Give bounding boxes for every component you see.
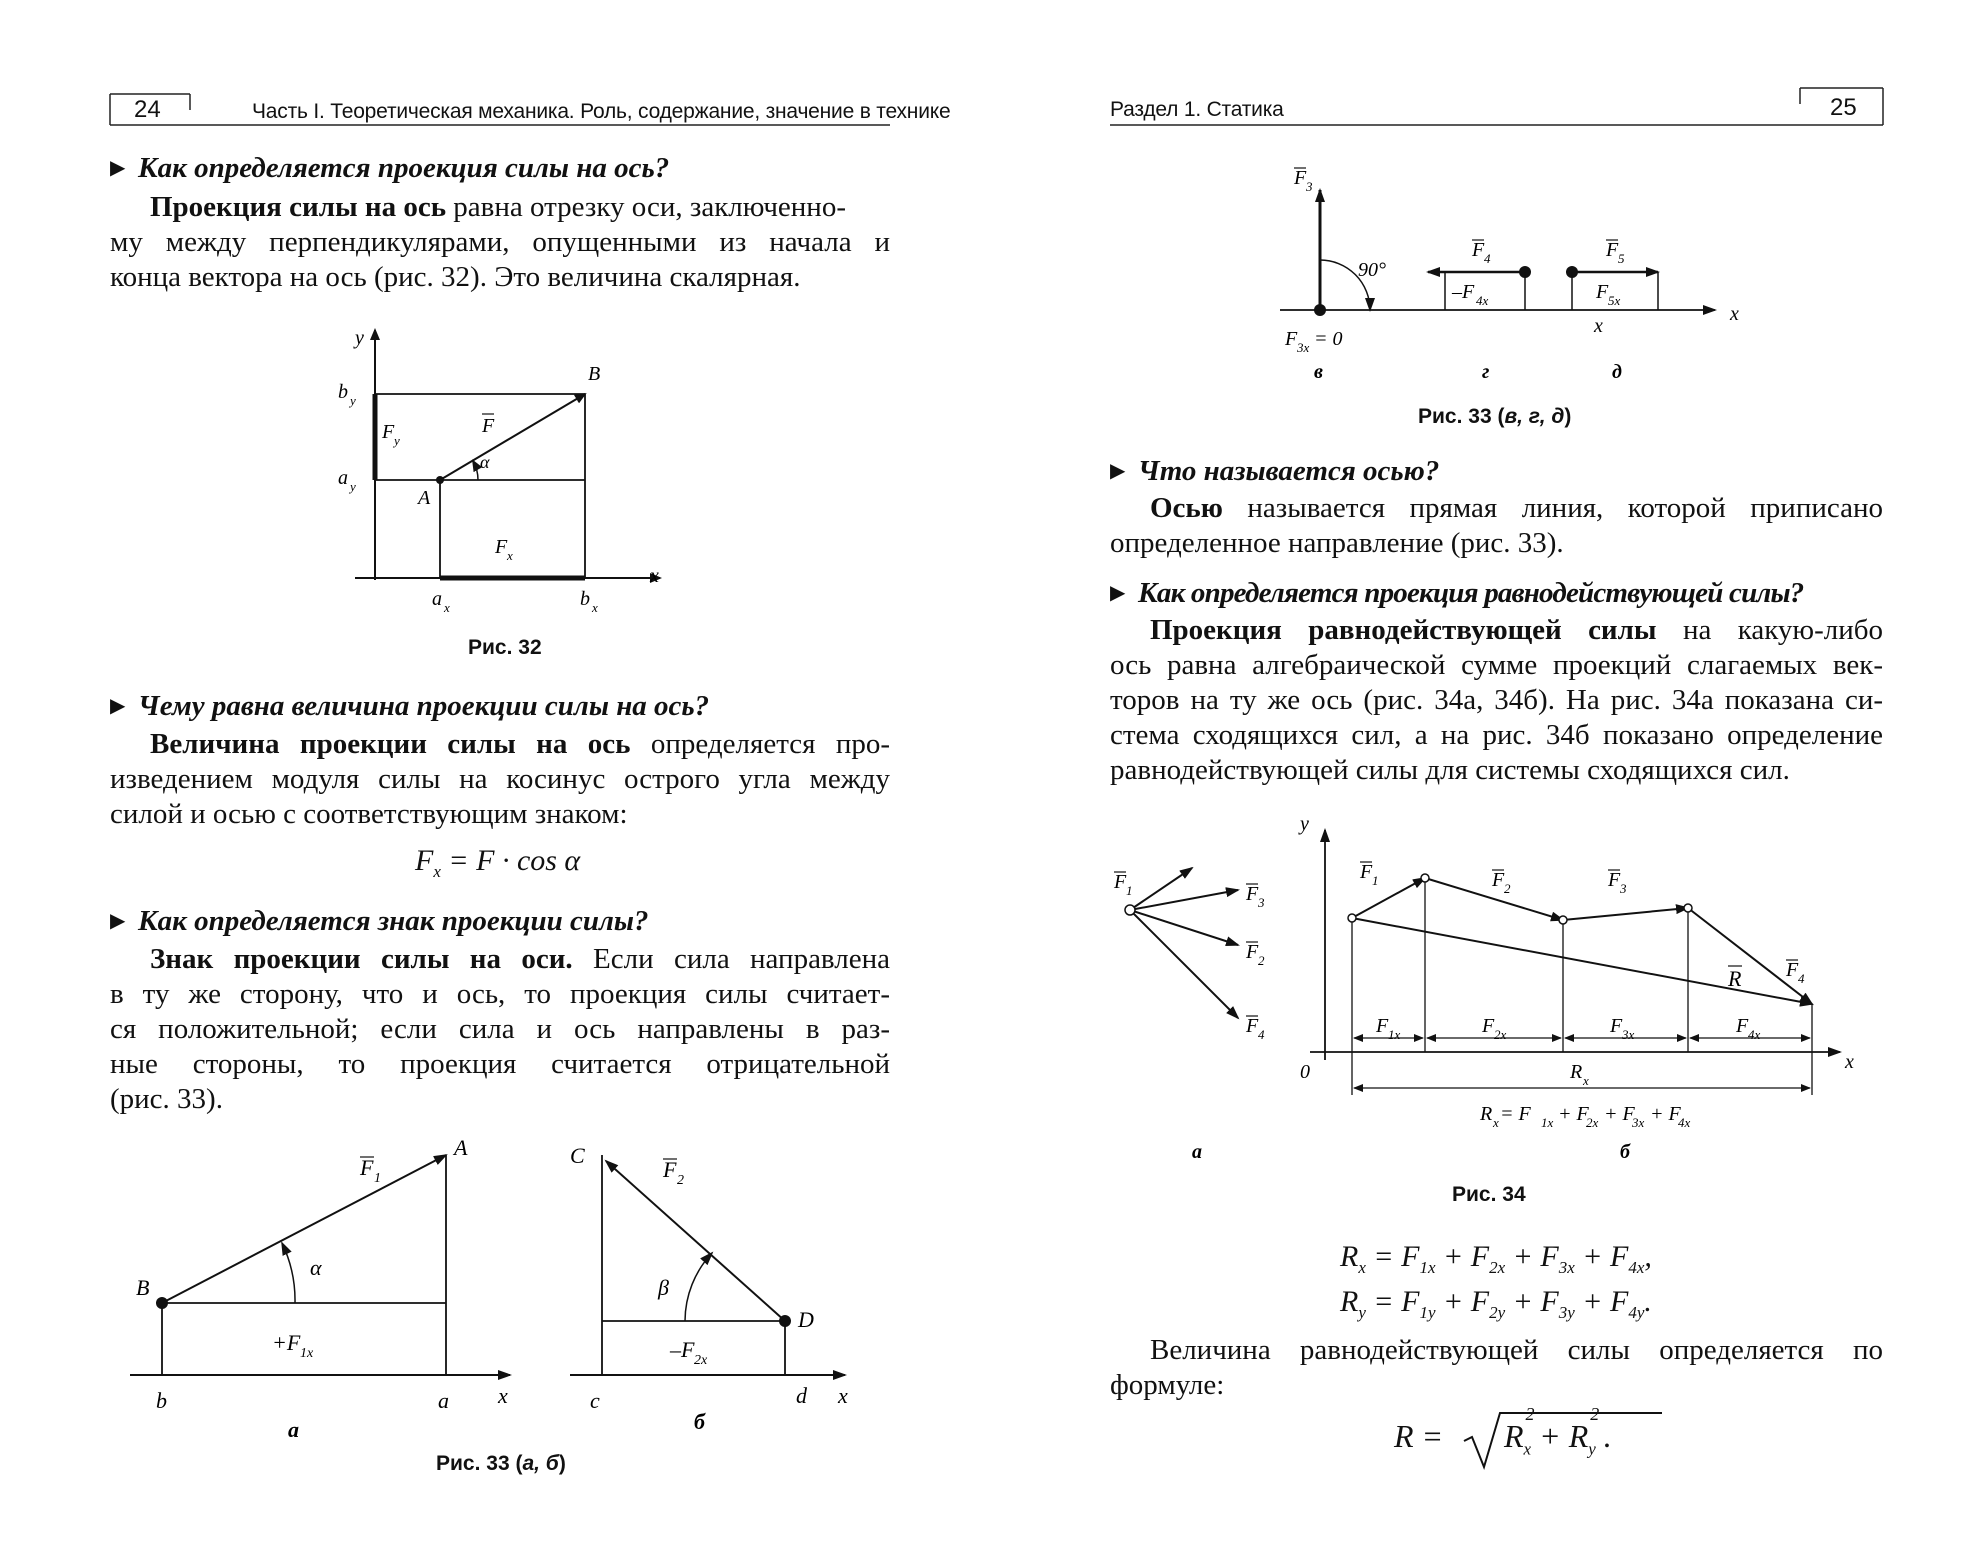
svg-text:x: x bbox=[838, 1383, 848, 1408]
svg-text:x: x bbox=[1594, 315, 1603, 337]
paragraph-projection: Проекция силы на ось равна отрезку оси, заключенно- му между перпендикулярами, опущенными из начала и конца вектора на ось (рис. 32). Это величина скалярная. bbox=[110, 191, 890, 293]
question-heading: ▶ Что называется осью? bbox=[1110, 455, 1440, 487]
svg-text:b: b bbox=[156, 1388, 167, 1413]
svg-text:F: F bbox=[663, 1157, 677, 1182]
svg-text:1x: 1x bbox=[300, 1346, 314, 1361]
svg-text:F: F bbox=[1294, 167, 1307, 189]
svg-text:2x: 2x bbox=[1586, 1115, 1599, 1130]
svg-text:4x: 4x bbox=[1476, 293, 1489, 308]
svg-text:5: 5 bbox=[1618, 251, 1625, 266]
svg-text:y: y bbox=[350, 479, 356, 494]
svg-text:F: F bbox=[1246, 1015, 1259, 1037]
label-fx: F bbox=[495, 536, 508, 558]
svg-text:90°: 90° bbox=[1358, 259, 1386, 281]
resultant-vector-r bbox=[1352, 918, 1812, 1004]
label-ay: a bbox=[338, 467, 348, 489]
svg-text:B: B bbox=[136, 1275, 150, 1300]
label-f: F bbox=[482, 415, 495, 437]
svg-text:y: y bbox=[1300, 813, 1309, 835]
svg-text:3x: 3x bbox=[1632, 1115, 1645, 1130]
svg-text:F: F bbox=[1606, 239, 1619, 261]
svg-text:д: д bbox=[1612, 361, 1622, 383]
figure-34-caption: Рис. 34 bbox=[1452, 1183, 1526, 1206]
formula-fx: $F_x = F \cdot \cos \alpha$ bbox=[415, 844, 581, 881]
svg-text:4: 4 bbox=[1798, 971, 1805, 986]
force-vector-f1 bbox=[162, 1155, 446, 1303]
force-vector-f bbox=[440, 394, 585, 480]
svg-text:1x: 1x bbox=[1388, 1027, 1401, 1042]
label-point-a: A bbox=[418, 487, 431, 509]
bullet-triangle-icon: ▶ bbox=[110, 695, 126, 717]
bullet-triangle-icon: ▶ bbox=[110, 157, 126, 179]
svg-text:2: 2 bbox=[1504, 881, 1511, 896]
svg-text:c: c bbox=[590, 1388, 600, 1413]
svg-text:x: x bbox=[1730, 303, 1739, 325]
svg-text:x: x bbox=[498, 1383, 508, 1408]
svg-text:F: F bbox=[1608, 869, 1621, 891]
svg-text:б: б bbox=[694, 1409, 705, 1434]
svg-text:4: 4 bbox=[1484, 251, 1491, 266]
svg-text:2x: 2x bbox=[694, 1353, 708, 1368]
svg-text:F: F bbox=[1596, 281, 1609, 303]
svg-text:а: а bbox=[1192, 1141, 1202, 1163]
formula-r-radicand: R 2 $_x$ + R 2 $_y$ . bbox=[1504, 1404, 1612, 1459]
svg-text:3: 3 bbox=[1306, 179, 1313, 194]
force-vector-f2 bbox=[606, 1161, 785, 1321]
figure-32-caption: Рис. 32 bbox=[468, 636, 542, 659]
figure-34b bbox=[1280, 810, 1880, 1180]
figure-32 bbox=[320, 320, 680, 620]
question-heading: ▶ Как определяется проекция равнодействующей силы? bbox=[1110, 577, 1804, 609]
bullet-triangle-icon: ▶ bbox=[110, 910, 126, 932]
bullet-triangle-icon: ▶ bbox=[1110, 460, 1126, 482]
svg-text:F: F bbox=[1246, 883, 1259, 905]
svg-text:2: 2 bbox=[677, 1173, 684, 1188]
svg-text:x: x bbox=[1845, 1051, 1854, 1073]
formula-ry: $R_y = F_{1y} + F_{2y} + F_{3y} + F_{4y}$. bbox=[1340, 1285, 1652, 1322]
svg-text:x: x bbox=[1583, 1073, 1589, 1088]
svg-text:x: x bbox=[592, 600, 598, 615]
svg-text:α: α bbox=[310, 1255, 322, 1280]
bullet-triangle-icon: ▶ bbox=[1110, 582, 1126, 604]
svg-text:d: d bbox=[796, 1383, 807, 1408]
svg-text:F: F bbox=[1736, 1015, 1749, 1037]
left-page bbox=[0, 0, 990, 1564]
figure-33vgd bbox=[1230, 160, 1790, 390]
label-x: x bbox=[650, 565, 659, 587]
question-heading: ▶ Как определяется проекция силы на ось? bbox=[110, 152, 670, 184]
page-number: 25 bbox=[1830, 94, 1857, 121]
label-by: b bbox=[338, 381, 348, 403]
svg-text:y: y bbox=[350, 393, 356, 408]
svg-text:–F: –F bbox=[670, 1337, 695, 1362]
svg-text:= 0: = 0 bbox=[1314, 328, 1343, 350]
question-heading: ▶ Чему равна величина проекции силы на ось? bbox=[110, 690, 710, 722]
svg-text:F: F bbox=[360, 1155, 374, 1180]
svg-text:F: F bbox=[1472, 239, 1485, 261]
svg-text:–F: –F bbox=[1452, 281, 1475, 303]
svg-text:1: 1 bbox=[1126, 883, 1133, 898]
figure-33b bbox=[560, 1125, 880, 1455]
right-page bbox=[990, 0, 1981, 1564]
svg-text:F: F bbox=[1376, 1015, 1389, 1037]
rx-equation-label bbox=[1479, 1103, 1691, 1130]
svg-text:F: F bbox=[1360, 861, 1373, 883]
svg-text:F: F bbox=[1786, 959, 1799, 981]
svg-text:2x: 2x bbox=[1494, 1027, 1507, 1042]
svg-text:+ F: + F bbox=[1650, 1103, 1681, 1125]
svg-text:0: 0 bbox=[1300, 1061, 1310, 1083]
svg-text:2: 2 bbox=[1258, 953, 1265, 968]
svg-text:4x: 4x bbox=[1678, 1115, 1691, 1130]
svg-text:β: β bbox=[658, 1275, 669, 1300]
svg-text:D: D bbox=[798, 1307, 814, 1332]
svg-text:a: a bbox=[438, 1388, 449, 1413]
running-header: Раздел 1. Статика bbox=[1110, 98, 1284, 121]
svg-text:3x: 3x bbox=[1297, 340, 1310, 355]
svg-text:R: R bbox=[1480, 1103, 1493, 1125]
formula-rx: $R_x = F_{1x} + F_{2x} + F_{3x} + F_{4x}$, bbox=[1340, 1240, 1652, 1277]
figure-33ab-caption: Рис. 33 (а, б) bbox=[436, 1452, 566, 1475]
svg-text:1: 1 bbox=[374, 1171, 381, 1186]
svg-text:1x: 1x bbox=[1541, 1115, 1554, 1130]
svg-text:в: в bbox=[1314, 361, 1323, 383]
svg-text:A: A bbox=[454, 1135, 468, 1160]
running-header: Часть I. Теоретическая механика. Роль, содержание, значение в технике bbox=[252, 100, 951, 123]
svg-text:+F: +F bbox=[272, 1330, 301, 1355]
svg-text:C: C bbox=[570, 1143, 585, 1168]
label-point-b: B bbox=[588, 363, 601, 385]
svg-text:y: y bbox=[394, 433, 400, 448]
svg-text:x: x bbox=[507, 548, 513, 563]
svg-text:x: x bbox=[1493, 1115, 1499, 1130]
svg-text:F: F bbox=[1610, 1015, 1623, 1037]
svg-text:а: а bbox=[288, 1417, 299, 1442]
svg-text:F: F bbox=[1492, 869, 1505, 891]
svg-text:+ F: + F bbox=[1604, 1103, 1635, 1125]
svg-text:+ F: + F bbox=[1558, 1103, 1589, 1125]
svg-text:4x: 4x bbox=[1748, 1027, 1761, 1042]
svg-text:F: F bbox=[1246, 941, 1259, 963]
label-fy: F bbox=[382, 421, 395, 443]
paragraph-resultant: Проекция равнодействующей силы на какую-либо ось равна алгебраической сумме проекций слагаемых век- торов на ту же ось (рис. 34а, 34б). На рис. 34а показана си- стема сходящихся сил, а на рис. 34б показано определение равнодействующей силы для системы сходящихся сил. bbox=[1110, 614, 1883, 786]
label-bx: b bbox=[580, 588, 590, 610]
svg-text:г: г bbox=[1482, 361, 1490, 383]
svg-text:R: R bbox=[1570, 1061, 1583, 1083]
svg-text:б: б bbox=[1620, 1141, 1630, 1163]
question-heading: ▶ Как определяется знак проекции силы? bbox=[110, 905, 649, 937]
svg-text:x: x bbox=[444, 600, 450, 615]
svg-text:F: F bbox=[1285, 328, 1298, 350]
svg-text:= F: = F bbox=[1500, 1103, 1531, 1125]
figure-33vgd-caption: Рис. 33 (в, г, д) bbox=[1418, 405, 1572, 428]
paragraph-axis: Осью называется прямая линия, которой приписано определенное направление (рис. 33). bbox=[1110, 492, 1883, 559]
label-alpha: α bbox=[480, 452, 490, 472]
label-ax: a bbox=[432, 588, 442, 610]
svg-text:4: 4 bbox=[1258, 1027, 1265, 1042]
svg-text:R: R bbox=[1728, 966, 1742, 991]
svg-text:3x: 3x bbox=[1622, 1027, 1635, 1042]
page-number: 24 bbox=[134, 96, 161, 123]
svg-text:5x: 5x bbox=[1608, 293, 1621, 308]
label-y: y bbox=[355, 327, 364, 349]
svg-text:3: 3 bbox=[1620, 881, 1627, 896]
svg-text:F: F bbox=[1482, 1015, 1495, 1037]
svg-text:3: 3 bbox=[1258, 895, 1265, 910]
paragraph-magnitude-resultant: Величина равнодействующей силы определяется по формуле: bbox=[1110, 1334, 1883, 1401]
figure-34a bbox=[1110, 850, 1280, 1180]
formula-r: R = bbox=[1394, 1418, 1444, 1454]
paragraph-magnitude: Величина проекции силы на ось определяется про- изведением модуля силы на косинус острого угла между силой и осью с соответствующим знаком: bbox=[110, 728, 890, 830]
svg-text:F: F bbox=[1114, 871, 1127, 893]
paragraph-sign: Знак проекции силы на оси. Если сила направлена в ту же сторону, что и ось, то проекция силы считает- ся положительной; если сила и ось направлены в раз- ные стороны, то проекция считается отрицательной (рис. 33). bbox=[110, 943, 890, 1115]
figure-33a bbox=[120, 1125, 520, 1455]
svg-text:1: 1 bbox=[1372, 873, 1379, 888]
